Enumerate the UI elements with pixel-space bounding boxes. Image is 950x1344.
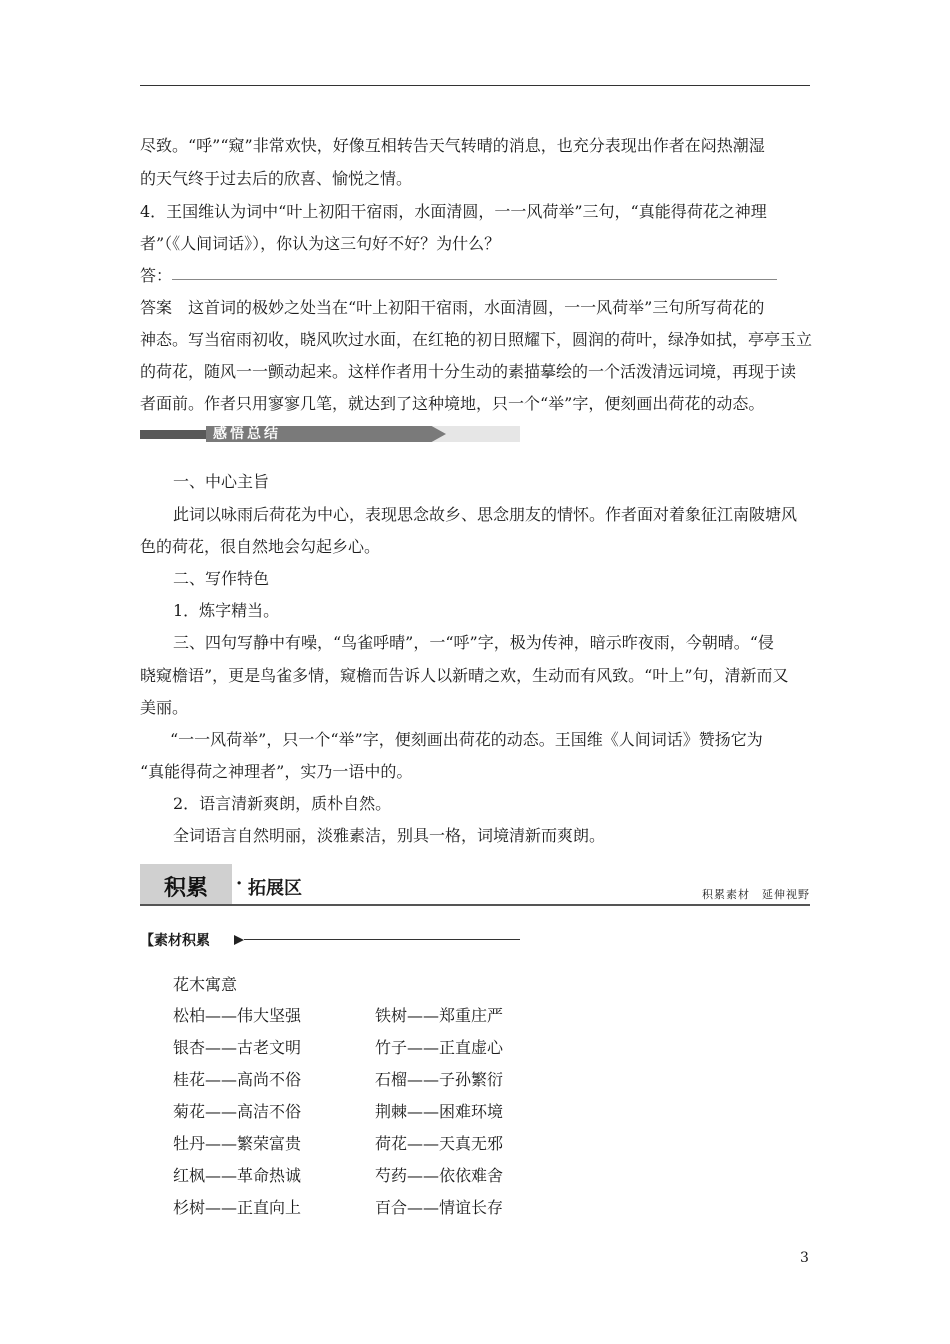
- section-rule: [140, 904, 810, 906]
- summary-line: “真能得荷之神理者”，实乃一语中的。: [140, 762, 413, 781]
- flower-item: 牡丹——繁荣富贵: [173, 1134, 302, 1153]
- summary-line: 美丽。: [140, 698, 189, 717]
- flower-item: 菊花——高洁不俗: [173, 1102, 302, 1121]
- flower-item: 桂花——高尚不俗: [173, 1070, 302, 1089]
- summary-line: 二、写作特色: [173, 569, 270, 588]
- tag-rule: [244, 939, 520, 940]
- question-line: 4．王国维认为词中“叶上初阳干宿雨，水面清圆，一一风荷举”三句，“真能得荷花之神理: [140, 202, 767, 221]
- answer-line: 神态。写当宿雨初收，晓风吹过水面，在红艳的初日照耀下，圆润的荷叶，绿净如拭，亭亭玉立: [140, 330, 813, 349]
- flower-item: 松柏——伟大坚强: [173, 1006, 302, 1025]
- summary-line: “一一风荷举”，只一个“举”字，便刻画出荷花的动态。王国维《人间词话》赞扬它为: [170, 730, 763, 749]
- section-header: [140, 864, 810, 908]
- section-title-sub: 拓展区: [248, 878, 302, 899]
- answer-prompt: 答：: [140, 266, 173, 285]
- question-line: 者”（《人间词话》），你认为这三句好不好？为什么？: [140, 234, 501, 253]
- flower-item: 石榴——子孙繁衍: [375, 1070, 504, 1089]
- flower-item: 百合——情谊长存: [375, 1198, 504, 1217]
- flower-item: 竹子——正直虚心: [375, 1038, 504, 1057]
- tag-label: 【素材积累: [140, 933, 210, 949]
- answer-prompt-row: [140, 264, 810, 288]
- flower-item: 荆棘——困难环境: [375, 1102, 504, 1121]
- summary-line: 2．语言清新爽朗，质朴自然。: [173, 794, 392, 813]
- flower-item: 荷花——天真无邪: [375, 1134, 504, 1153]
- banner-title: 感悟总结: [213, 426, 281, 442]
- header-rule: [140, 85, 810, 86]
- text-line: 尽致。“呼”“窥”非常欢快，好像互相转告天气转晴的消息，也充分表现出作者在闷热潮湿: [140, 136, 765, 155]
- flower-item: 铁树——郑重庄严: [375, 1006, 504, 1025]
- summary-banner: [140, 426, 520, 442]
- summary-line: 1．炼字精当。: [173, 601, 280, 620]
- flower-title: 花木寓意: [173, 975, 238, 994]
- summary-line: 晓窥檐语”，更是鸟雀多情，窥檐而告诉人以新晴之欢，生动而有风致。“叶上”句，清新而又: [140, 666, 789, 685]
- answer-blank[interactable]: [172, 279, 777, 280]
- section-subtitle: 积累素材 延伸视野: [702, 888, 810, 901]
- section-title-main: 积累: [164, 876, 209, 901]
- summary-line: 一、中心主旨: [173, 472, 270, 491]
- summary-line: 色的荷花，很自然地会勾起乡心。: [140, 537, 381, 556]
- summary-line: 三、四句写静中有噪，“鸟雀呼晴”，一“呼”字，极为传神，暗示昨夜雨，今朝晴。“侵: [173, 633, 774, 652]
- triangle-right-icon: [234, 935, 244, 945]
- section-title-dot: ·: [236, 873, 243, 894]
- summary-line: 此词以咏雨后荷花为中心，表现思念故乡、思念朋友的情怀。作者面对着象征江南陂塘风: [173, 505, 798, 524]
- answer-line: 的荷花，随风一一颤动起来。这样作者用十分生动的素描摹绘的一个活泼清远词境，再现于读: [140, 362, 797, 381]
- flower-item: 杉树——正直向上: [173, 1198, 302, 1217]
- answer-line: 者面前。作者只用寥寥几笔，就达到了这种境地，只一个“举”字，便刻画出荷花的动态。: [140, 394, 765, 413]
- text-line: 的天气终于过去后的欣喜、愉悦之情。: [140, 169, 413, 188]
- summary-line: 全词语言自然明丽，淡雅素洁，别具一格，词境清新而爽朗。: [173, 826, 606, 845]
- answer-line: 答案 这首词的极妙之处当在“叶上初阳干宿雨，水面清圆，一一风荷举”三句所写荷花的: [140, 298, 765, 317]
- page-number: 3: [800, 1250, 809, 1266]
- flower-item: 红枫——革命热诚: [173, 1166, 302, 1185]
- flower-item: 银杏——古老文明: [173, 1038, 302, 1057]
- flower-item: 芍药——依依难舍: [375, 1166, 504, 1185]
- material-tag: [140, 930, 520, 950]
